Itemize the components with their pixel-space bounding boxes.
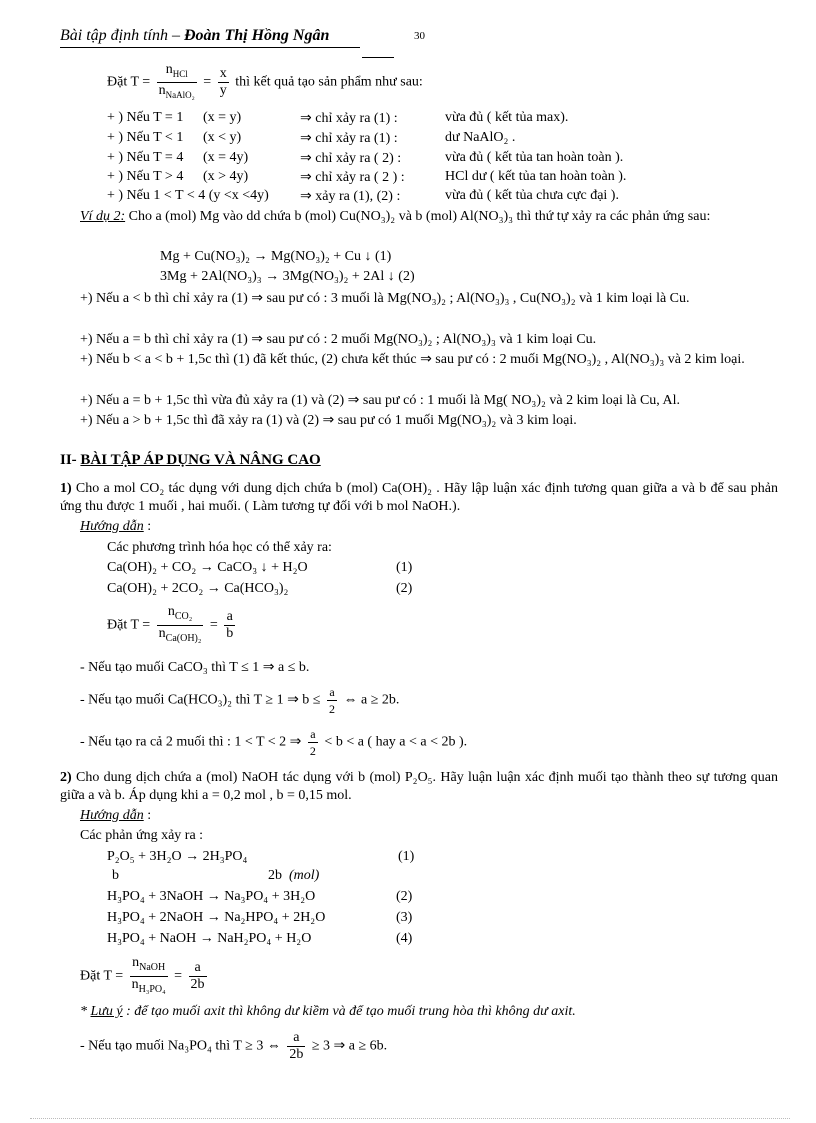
case-note: HCl dư ( kết tủa tan hoàn toàn ). <box>445 169 627 184</box>
q2-r1-b: b <box>112 868 119 883</box>
q2-case1-pre: - Nếu tạo muối Na₃PO₄ thì T ≥ 3 ⇔ <box>80 1038 281 1054</box>
q2-r1-mol: (mol) <box>289 868 320 883</box>
q1-case3-post: < b < a ( hay a < a < 2b ). <box>324 734 468 750</box>
q2-t-den: n <box>131 976 139 992</box>
q2-case1-2b: 2b <box>289 1047 304 1062</box>
page-number: 30 <box>414 30 425 42</box>
q2-text <box>60 769 778 805</box>
example2-p1: +) Nếu a < b thì chỉ xảy ra (1) ⇒ sau pư có : 3 muối là Mg(NO₃)₂ ; Al(NO₃)₃ , Cu(NO₃)₂ và 1 kim loại là Cu. <box>80 291 690 306</box>
q2-t-num: n <box>132 955 140 970</box>
example2-p4: +) Nếu a = b + 1,5c thì vừa đủ xảy ra (1) và (2) ⇒ sau pư có : 1 muối là Mg( NO₃)₂ và 2 kim loại là Cu, Al. <box>80 393 681 408</box>
case-res: ⇒ chỉ xảy ra ( 2) : <box>300 151 402 166</box>
header-underline <box>60 47 360 48</box>
q1-dat: Đặt T = <box>107 617 151 633</box>
q1-t-b: b <box>226 625 234 641</box>
q2-r2-number: (2) <box>396 889 413 904</box>
intro-y: y <box>219 82 227 98</box>
q1-guide-label: Hướng dẫn <box>80 519 144 534</box>
case-res: ⇒ xảy ra (1), (2) : <box>300 189 401 204</box>
example2-label: Ví dụ 2: <box>80 209 126 224</box>
q2-dat: Đặt T = <box>80 968 124 984</box>
case-cond: + ) Nếu T = 1 <box>107 110 184 125</box>
intro-eq: = <box>203 74 212 90</box>
q1-t-fraction <box>157 604 204 647</box>
header-title: Bài tập định tính – <box>60 27 184 44</box>
case-rel: (x < y) <box>203 130 242 145</box>
q2-number: 2) <box>60 770 72 785</box>
q1-case3 <box>80 726 467 759</box>
q1-t-formula <box>107 604 238 647</box>
q1-case3-fraction <box>308 726 318 759</box>
q2-guide <box>80 807 151 825</box>
intro-fraction <box>157 62 197 103</box>
q2-r2: H₃PO₄ + 3NaOH → Na₃PO₄ + 3H₂O <box>107 889 316 904</box>
intro-xy-fraction <box>218 66 229 99</box>
section2-prefix: II- <box>60 452 81 468</box>
case-res: ⇒ chỉ xảy ra (1) : <box>300 131 398 146</box>
q2-r1: P₂O₅ + 3H₂O → 2H₃PO₄ <box>107 849 248 864</box>
example2-intro <box>60 208 778 226</box>
q1-guide <box>80 518 151 536</box>
example2-rxn2: 3Mg + 2Al(NO₃)₃ → 3Mg(NO₃)₂ + 2Al ↓ (2) <box>160 269 415 284</box>
q1-body: Cho a mol CO₂ tác dụng với dung dịch chứa b (mol) Ca(OH)₂ . Hãy lập luận xác định tương quan giữa a và b để sau phản ứng thu được 1 muối , hai muối. ( Làm tương tự đối với b mol NaOH.). <box>60 481 778 514</box>
case-res: ⇒ chỉ xảy ra ( 2 ) : <box>300 170 405 185</box>
case-res: ⇒ chỉ xảy ra (1) : <box>300 111 398 126</box>
q1-t-num-sub: CO₂ <box>174 610 193 622</box>
q1-case3-2: 2 <box>309 744 316 758</box>
section2-title: BÀI TẬP ÁP DỤNG VÀ NÂNG CAO <box>80 452 321 468</box>
bottom-dotted-border <box>30 1118 790 1119</box>
q1-case2-fraction <box>327 684 337 717</box>
q2-a2b-fraction <box>189 960 207 993</box>
q2-t-eq: = <box>174 968 183 984</box>
case-note: vừa đủ ( kết tủa chưa cực đại ). <box>445 188 619 203</box>
case-cond: + ) Nếu T > 4 <box>107 169 184 184</box>
q1-case2-post: ⇔ a ≥ 2b. <box>343 692 400 708</box>
q2-t-formula <box>80 955 210 998</box>
q2-note <box>80 1003 576 1021</box>
intro-dat: Đặt T = <box>107 74 151 90</box>
example2-p3: +) Nếu b < a < b + 1,5c thì (1) đã kết thúc, (2) chưa kết thúc ⇒ sau pư có : 2 muối Mg(NO₃)₂ , Al(NO₃)₃ và 2 kim loại. <box>80 352 745 367</box>
q2-t-a: a <box>189 960 207 977</box>
q2-t-num-sub: NaOH <box>139 961 166 973</box>
q1-case2-pre: - Nếu tạo muối Ca(HCO₃)₂ thì T ≥ 1 ⇒ b ≤ <box>80 692 321 708</box>
q1-t-den-sub: Ca(OH)₂ <box>165 632 202 644</box>
case-cond: + ) Nếu T < 1 <box>107 130 184 145</box>
q1-eq2-number: (2) <box>396 581 413 596</box>
q2-t-2b: 2b <box>190 976 205 992</box>
section2-heading <box>60 451 321 469</box>
q2-t-fraction <box>130 955 168 998</box>
intro-frac-den-sub: NaAlO₂ <box>165 89 195 100</box>
example2-p5: +) Nếu a > b + 1,5c thì đã xảy ra (1) và (2) ⇒ sau pư có 1 muối Mg(NO₃)₂ và 3 kim loại. <box>80 413 577 428</box>
case-rel: (x = 4y) <box>203 150 249 165</box>
q1-guide-colon: : <box>143 519 152 534</box>
page-header <box>60 27 329 45</box>
q2-r3: H₃PO₄ + 2NaOH → Na₂HPO₄ + 2H₂O <box>107 910 326 925</box>
q2-body: Cho dung dịch chứa a (mol) NaOH tác dụng với b (mol) P₂O₅. Hãy luận luận xác định muối tạo thành theo sự tương quan giữa a và b. Áp dụng khi a = 0,2 mol , b = 0,15 mol. <box>60 770 778 803</box>
q1-t-a: a <box>224 609 235 626</box>
q1-case3-a: a <box>308 726 318 743</box>
intro-frac-num: n <box>165 62 173 77</box>
q2-case1-fraction <box>287 1030 305 1063</box>
case-cond: + ) Nếu T = 4 <box>107 150 184 165</box>
q2-guide-label: Hướng dẫn <box>80 808 144 823</box>
q2-r1-2b-value: 2b <box>268 868 282 883</box>
q1-possible: Các phương trình hóa học có thể xảy ra: <box>107 540 332 555</box>
intro-formula <box>107 62 423 103</box>
q1-case2-a: a <box>327 684 337 701</box>
q1-t-eq: = <box>209 617 218 633</box>
q2-note-text: : để tạo muối axit thì không dư kiềm và để tạo muối trung hòa thì không dư axit. <box>122 1004 576 1019</box>
q1-t-num: n <box>167 604 175 619</box>
header-short-rule <box>362 57 394 58</box>
case-cond: + ) Nếu 1 < T < 4 (y <x <4y) <box>107 188 269 203</box>
q2-t-den-sub: H₃PO₄ <box>138 983 166 995</box>
q1-eq2: Ca(OH)₂ + 2CO₂ → Ca(HCO₃)₂ <box>107 581 289 596</box>
header-author: Đoàn Thị Hồng Ngân <box>184 27 330 44</box>
intro-frac-den: n <box>158 82 166 98</box>
q1-ab-fraction <box>224 609 235 642</box>
q1-case2-2: 2 <box>329 702 335 716</box>
case-rel: (x > 4y) <box>203 169 249 184</box>
q1-eq1: Ca(OH)₂ + CO₂ → CaCO₃ ↓ + H₂O <box>107 560 308 575</box>
case-rel: (x = y) <box>203 110 242 125</box>
q2-r3-number: (3) <box>396 910 413 925</box>
q2-guide-colon: : <box>143 808 152 823</box>
q1-number: 1) <box>60 481 72 496</box>
q2-case1-a: a <box>287 1030 305 1047</box>
example2-text: Cho a (mol) Mg vào dd chứa b (mol) Cu(NO₃)₂ và b (mol) Al(NO₃)₃ thì thứ tự xảy ra các phản ứng sau: <box>125 209 711 224</box>
example2-p2: +) Nếu a = b thì chỉ xảy ra (1) ⇒ sau pư có : 2 muối Mg(NO₃)₂ ; Al(NO₃)₃ và 1 kim loại Cu. <box>80 332 597 347</box>
q2-case1 <box>80 1030 387 1063</box>
q2-note-star: * <box>80 1004 91 1019</box>
example2-rxn1: Mg + Cu(NO₃)₂ → Mg(NO₃)₂ + Cu ↓ (1) <box>160 249 392 264</box>
q2-r1-number: (1) <box>398 849 415 864</box>
q2-note-label: Lưu ý <box>90 1004 123 1019</box>
q2-r4-number: (4) <box>396 931 413 946</box>
case-note: vừa đủ ( kết tủa max). <box>445 110 569 125</box>
intro-frac-num-sub: HCl <box>172 68 188 79</box>
intro-suffix: thì kết quả tạo sản phẩm như sau: <box>235 74 423 90</box>
q2-rx-intro: Các phản ứng xảy ra : <box>80 828 204 843</box>
q1-case1: - Nếu tạo muối CaCO₃ thì T ≤ 1 ⇒ a ≤ b. <box>80 660 310 675</box>
q1-case2 <box>80 684 399 717</box>
q1-t-den: n <box>158 625 166 641</box>
q2-r4: H₃PO₄ + NaOH → NaH₂PO₄ + H₂O <box>107 931 312 946</box>
q2-case1-post: ≥ 3 ⇒ a ≥ 6b. <box>311 1038 388 1054</box>
q2-r1-2b <box>268 867 319 885</box>
case-note: dư NaAlO₂ . <box>445 130 516 145</box>
case-note: vừa đủ ( kết tủa tan hoàn toàn ). <box>445 150 624 165</box>
q1-case3-pre: - Nếu tạo ra cả 2 muối thì : 1 < T < 2 ⇒ <box>80 734 302 750</box>
q1-eq1-number: (1) <box>396 560 413 575</box>
intro-x: x <box>219 65 227 81</box>
q1-text <box>60 480 778 516</box>
